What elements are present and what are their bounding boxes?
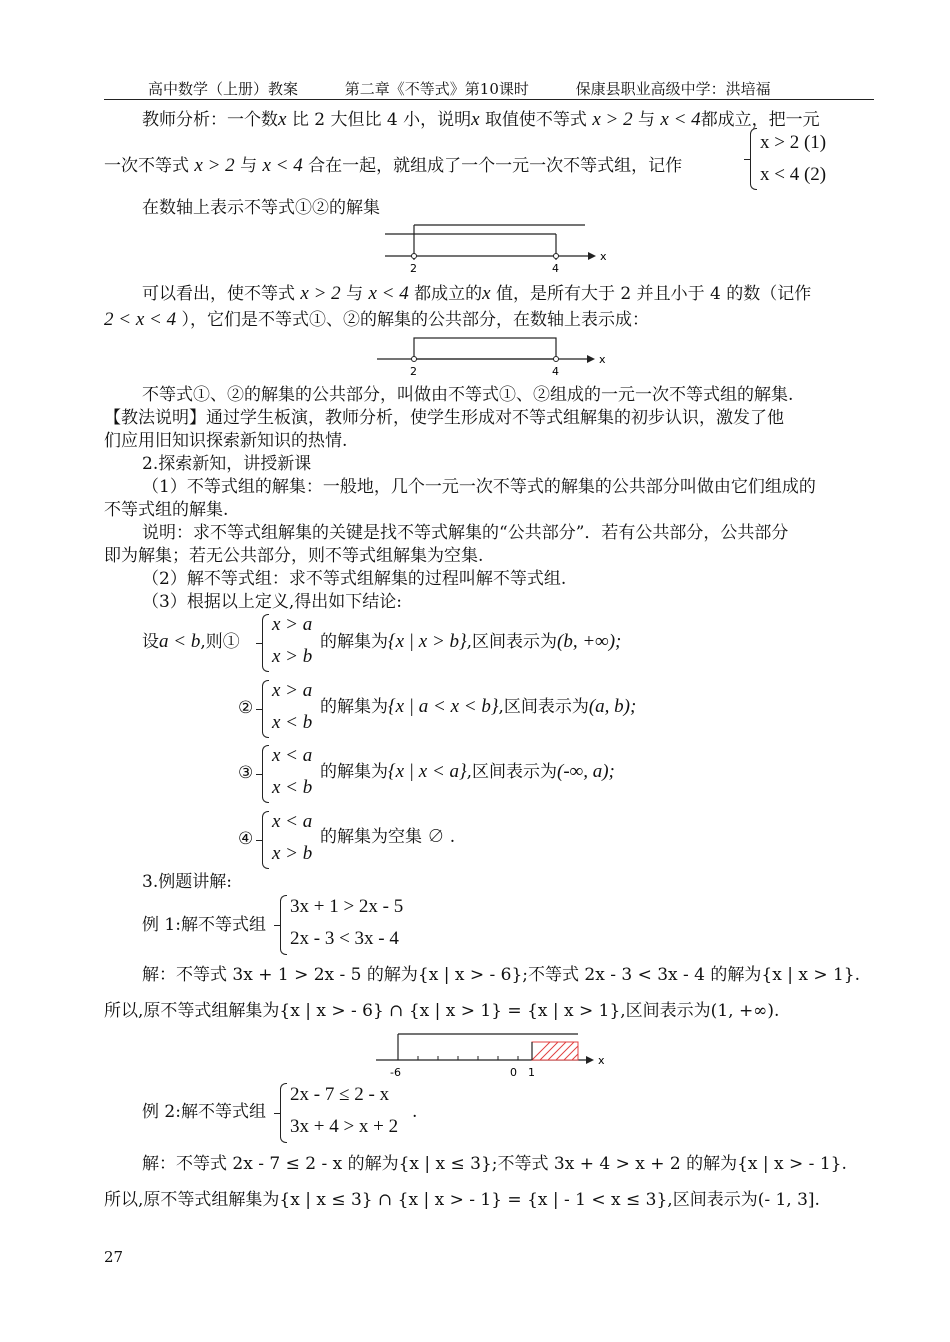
solution-set: {x | a < x < b} [388, 696, 499, 717]
tick-label-neg6: -6 [390, 1066, 401, 1079]
math-inequality: x < 4 [368, 283, 409, 304]
system-line-2: x < 4 (2) [760, 164, 827, 185]
text: 与 [240, 156, 258, 176]
explanation-line1: 说明：求不等式组解集的关键是找不等式解集的“公共部分”．若有公共部分，公共部分 [142, 523, 789, 543]
paragraph-numberline-intro: 在数轴上表示不等式①②的解集 [142, 198, 380, 218]
axis-arrow [586, 1056, 594, 1064]
text: 都成立的 [414, 284, 483, 304]
tick-label-1: 1 [528, 1066, 535, 1079]
case-1-prefix [142, 630, 240, 654]
system-line-1: x < a [272, 745, 313, 766]
text: 比 2 大但比 4 小，说明 [291, 110, 472, 130]
common-interval [414, 338, 556, 359]
header-rule [104, 99, 874, 100]
case-2-prefix: ② [238, 698, 254, 718]
case-4-brace [262, 811, 269, 869]
open-point-4 [554, 254, 559, 259]
system-line-2: x > b [272, 843, 313, 864]
math-inequality: x < 4 [262, 155, 303, 176]
case-4-system [272, 806, 312, 870]
paragraph-definition-intro: 不等式①、②的解集的公共部分，叫做由不等式①、②组成的一元一次不等式组的解集. [142, 385, 794, 405]
case-3-prefix: ③ [238, 763, 254, 783]
axis-arrow [587, 355, 595, 363]
case-1-brace [262, 614, 269, 672]
text: 一次不等式 [104, 156, 189, 176]
text: 的解集为 [320, 632, 388, 652]
axis-label-x: x [600, 250, 607, 263]
tick-label-0: 0 [510, 1066, 517, 1079]
math-condition: a < b [159, 631, 201, 652]
math-inequality: x > 2 [194, 155, 235, 176]
math-x: x [278, 109, 287, 130]
case-4-prefix: ④ [238, 829, 254, 849]
text: ,区间表示为 [466, 632, 558, 652]
header-school: 保康县职业高级中学：洪培福 [575, 80, 771, 98]
example-1-solution-line1: 解：不等式 3x + 1 > 2x - 5 的解为{x | x > - 6};不等式 2x - 3 < 3x - 4 的解为{x | x > 1}. [142, 965, 861, 985]
system-line-1: x > a [272, 680, 313, 701]
system-line-1: x > 2 (1) [760, 132, 827, 153]
header-book: 高中数学（上册）教案 [148, 80, 299, 98]
text: 与 [638, 110, 656, 130]
case-4-result: 的解集为空集 ∅ . [320, 827, 456, 847]
system-line-2: 3x + 4 > x + 2 [290, 1116, 399, 1137]
system-line-1: x < a [272, 811, 313, 832]
math-inequality: x < 4 [660, 109, 701, 130]
axis-arrow [588, 252, 596, 260]
interval: (a, b); [588, 696, 637, 717]
example-1-system [290, 891, 403, 955]
inequality-system [760, 127, 826, 191]
example-2-system [290, 1079, 398, 1143]
example-1-brace [280, 895, 287, 955]
example-2-solution-line2: 所以,原不等式组解集为{x | x ≤ 3} ∩ {x | x > - 1} = {x | - 1 < x ≤ 3},区间表示为(- 1, 3]. [104, 1190, 820, 1210]
case-3-result [320, 760, 615, 784]
open-point-2 [412, 357, 417, 362]
interval: (b, +∞); [557, 631, 622, 652]
math-x: x [482, 283, 491, 304]
example-2-solution-line1: 解：不等式 2x - 7 ≤ 2 - x 的解为{x | x ≤ 3};不等式 3x + 4 > x + 2 的解为{x | x > - 1}. [142, 1154, 847, 1174]
system-line-2: x < b [272, 712, 313, 733]
math-inequality: 2 < x < 4 [104, 309, 177, 330]
case-2-brace [262, 680, 269, 738]
case-number: ,则① [200, 632, 240, 652]
page-header [148, 78, 771, 99]
open-point-2 [412, 254, 417, 259]
definition-line2: 不等式组的解集. [104, 500, 229, 520]
page-number: 27 [104, 1248, 124, 1266]
text: ,区间表示为 [466, 762, 558, 782]
definition-line1: （1）不等式组的解集：一般地，几个一元一次不等式的解集的公共部分叫做由它们组成的 [142, 477, 816, 497]
paragraph-conclusion-line2 [104, 308, 649, 332]
text: 合在一起，就组成了一个一元一次不等式组，记作 [308, 156, 683, 176]
conclusion-intro: （3）根据以上定义,得出如下结论: [142, 592, 402, 612]
tick-label-2: 2 [410, 365, 417, 378]
text: ），它们是不等式①、②的解集的公共部分，在数轴上表示成： [181, 310, 649, 330]
math-inequality: x > 2 [300, 283, 341, 304]
section-title-3: 3.例题讲解: [142, 872, 232, 892]
number-line-common [372, 333, 612, 378]
example-2-label: 例 2:解不等式组 [142, 1102, 266, 1122]
system-line-1: 3x + 1 > 2x - 5 [290, 896, 404, 917]
math-x: x [471, 109, 480, 130]
text: 设 [142, 632, 159, 652]
paragraph-analysis-line2 [104, 154, 682, 178]
solve-definition: （2）解不等式组：求不等式组解集的过程叫解不等式组. [142, 569, 567, 589]
number-line-example-1 [372, 1030, 612, 1082]
system-line-2: x < b [272, 777, 313, 798]
tick-label-2: 2 [410, 262, 417, 275]
teaching-note-line1: 【教法说明】通过学生板演，教师分析，使学生形成对不等式组解集的初步认识，激发了他 [104, 408, 784, 428]
solution-set: {x | x > b} [388, 631, 467, 652]
case-1-result [320, 630, 621, 654]
interval: (-∞, a); [557, 761, 615, 782]
system-brace [750, 128, 757, 190]
header-chapter: 第二章《不等式》第10课时 [344, 80, 529, 98]
example-1-label: 例 1:解不等式组 [142, 915, 266, 935]
explanation-line2: 即为解集；若无公共部分，则不等式组解集为空集. [104, 546, 484, 566]
tick-label-4: 4 [552, 262, 559, 275]
text: 取值使不等式 [484, 110, 587, 130]
text: 的解集为 [320, 697, 388, 717]
axis-label-x: x [598, 1054, 605, 1067]
text: 的解集为 [320, 762, 388, 782]
example-1-solution-line2: 所以,原不等式组解集为{x | x > - 6} ∩ {x | x > 1} = {x | x > 1},区间表示为(1, +∞). [104, 1001, 780, 1021]
system-line-1: x > a [272, 614, 313, 635]
text: 可以看出，使不等式 [142, 284, 295, 304]
case-1-system [272, 609, 312, 673]
paragraph-conclusion-line1 [142, 282, 811, 306]
example-2-period: . [412, 1102, 418, 1122]
number-line-separate [380, 220, 620, 275]
system-line-2: x > b [272, 646, 313, 667]
system-line-1: 2x - 7 ≤ 2 - x [290, 1084, 390, 1105]
text: 都成立，把一元 [700, 110, 820, 130]
open-point-4 [554, 357, 559, 362]
case-3-system [272, 740, 312, 804]
text: 教师分析：一个数 [142, 110, 278, 130]
system-line-2: 2x - 3 < 3x - 4 [290, 928, 399, 949]
math-inequality: x > 2 [592, 109, 633, 130]
text: ,区间表示为 [498, 697, 589, 717]
teaching-note-line2: 们应用旧知识探索新知识的热情. [104, 431, 348, 451]
case-2-system [272, 675, 312, 739]
text: 值，是所有大于 2 并且小于 4 的数（记作 [496, 284, 812, 304]
axis-label-x: x [599, 353, 606, 366]
example-2-brace [280, 1083, 287, 1143]
paragraph-analysis-line1 [142, 108, 820, 132]
section-title-2: 2.探索新知，讲授新课 [142, 454, 312, 474]
solution-set: {x | x < a} [388, 761, 467, 782]
text: 与 [346, 284, 364, 304]
case-3-brace [262, 745, 269, 803]
case-2-result [320, 695, 636, 719]
tick-label-4: 4 [552, 365, 559, 378]
